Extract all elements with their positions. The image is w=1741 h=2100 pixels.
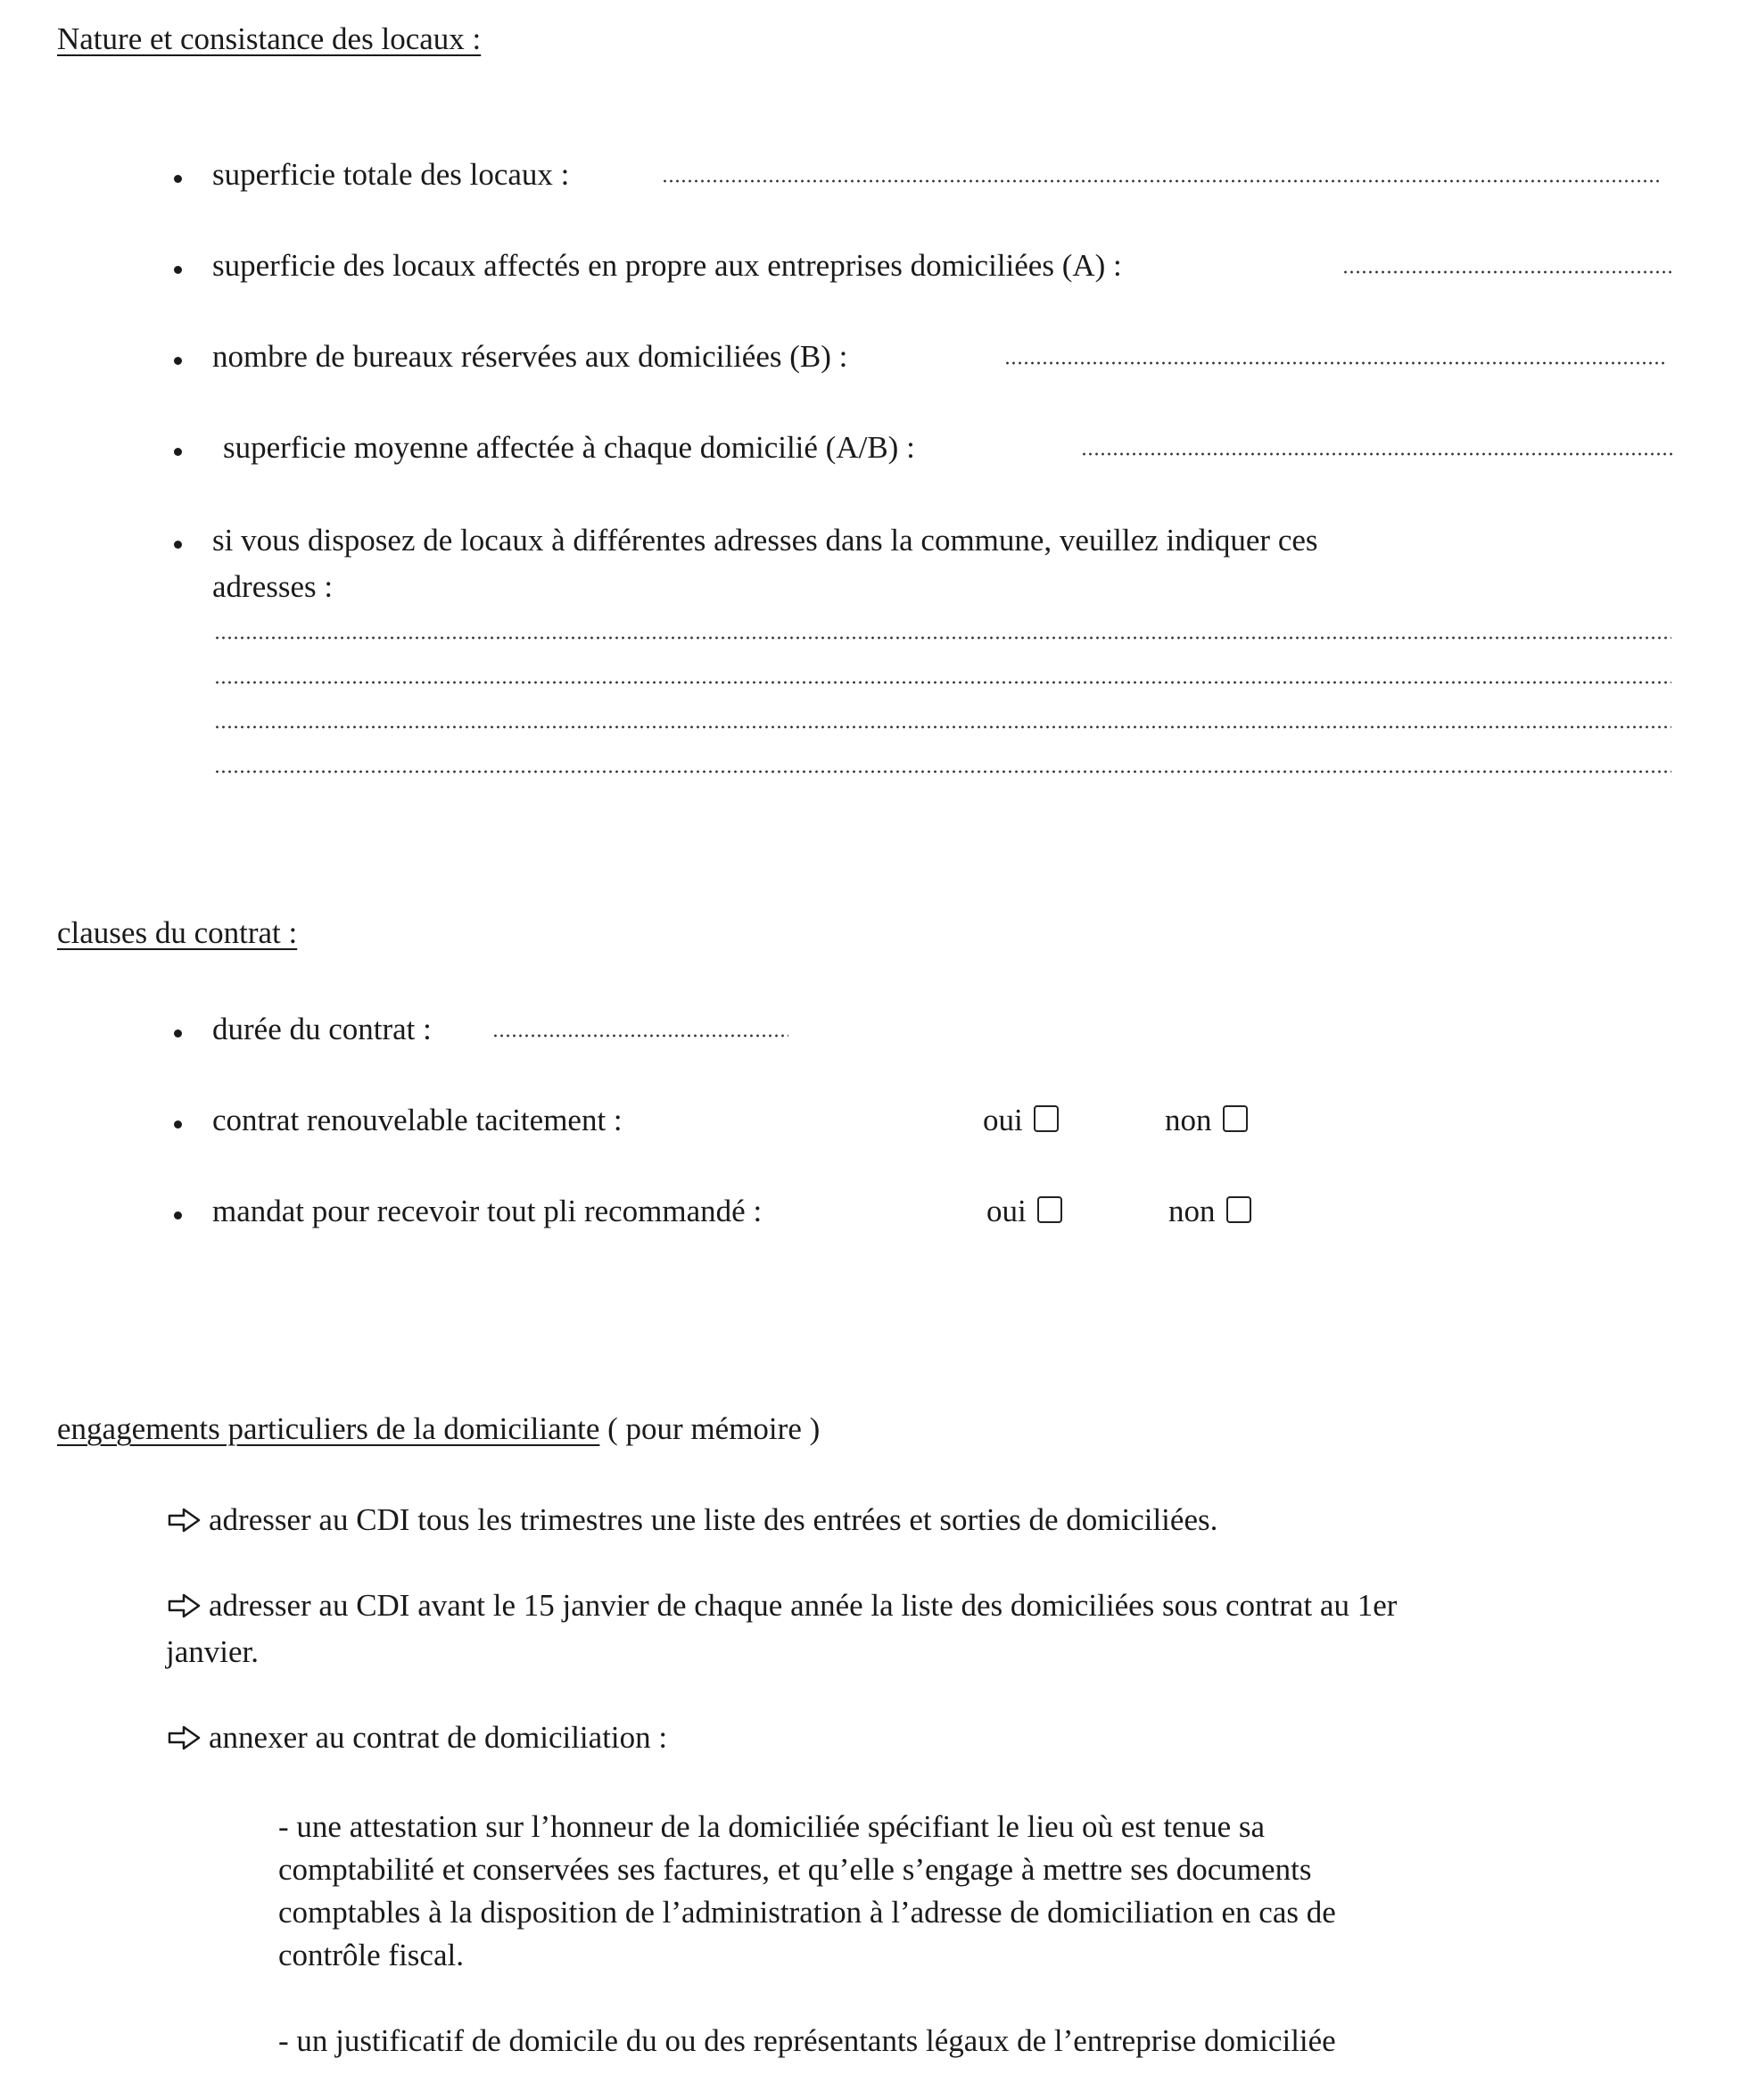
annex-item-1-line4: contrôle fiscal. — [278, 1938, 464, 1972]
field-label: superficie moyenne affectée à chaque domicilié (A/B) : — [223, 430, 915, 465]
arrow-right-icon — [168, 1592, 202, 1619]
bullet — [174, 448, 182, 456]
field-label: durée du contrat : — [212, 1012, 432, 1046]
bullet — [174, 1029, 182, 1038]
field-renouvelable-label: contrat renouvelable tacitement : — [212, 1103, 623, 1137]
address-fill-line-4[interactable] — [214, 769, 1671, 774]
field-nombre-bureaux — [212, 337, 847, 376]
arrow-right-icon — [168, 1724, 202, 1751]
engagement-item-2 — [168, 1586, 1397, 1625]
fill-in-line[interactable] — [1342, 269, 1674, 275]
field-label: superficie des locaux affectés en propre aux entreprises domiciliées (A) : — [212, 248, 1122, 283]
section-title-engagements — [57, 1410, 820, 1449]
bullet — [174, 1211, 182, 1219]
mandat-non-option[interactable] — [1168, 1192, 1251, 1231]
address-fill-line-2[interactable] — [214, 680, 1671, 685]
engagements-title: engagements particuliers de la domiciliante — [57, 1411, 600, 1446]
field-duree-contrat — [212, 1010, 432, 1049]
bullet — [174, 541, 182, 549]
bullet — [174, 175, 182, 183]
arrow-right-icon — [168, 1507, 202, 1534]
fill-in-line[interactable] — [662, 178, 1661, 184]
annex-item-1-line1: - une attestation sur l’honneur de la domiciliée spécifiant le lieu où est tenue sa — [278, 1809, 1266, 1844]
renouvelable-non-checkbox[interactable] — [1223, 1105, 1248, 1132]
mandat-oui-checkbox[interactable] — [1037, 1196, 1062, 1223]
field-superficie-totale — [212, 155, 569, 194]
field-adresses-line2: adresses : — [212, 569, 334, 604]
engagement-item-3 — [168, 1718, 667, 1757]
mandat-oui-option[interactable] — [986, 1192, 1062, 1231]
field-label: superficie totale des locaux : — [212, 157, 570, 192]
annex-item-1-line2: comptabilité et conservées ses factures, et qu’elle s’engage à mettre ses documents — [278, 1852, 1312, 1887]
non-label: non — [1165, 1103, 1212, 1137]
fill-in-line[interactable] — [492, 1033, 788, 1038]
bullet — [174, 357, 182, 365]
engagement-text: adresser au CDI tous les trimestres une liste des entrées et sorties de domiciliées. — [209, 1502, 1218, 1537]
section-title-clauses-contrat: clauses du contrat : — [57, 915, 298, 950]
annex-item-1-line3: comptables à la disposition de l’administration à l’adresse de domiciliation en cas de — [278, 1895, 1336, 1930]
renouvelable-non-option[interactable] — [1165, 1101, 1248, 1140]
engagement-text: annexer au contrat de domiciliation : — [209, 1720, 668, 1755]
engagement-text: adresser au CDI avant le 15 janvier de chaque année la liste des domiciliées sous contrat au 1er — [209, 1588, 1398, 1623]
section-title-nature-locaux: Nature et consistance des locaux : — [57, 21, 482, 56]
engagement-item-2-line2: janvier. — [166, 1634, 259, 1669]
field-superficie-moyenne — [223, 428, 915, 467]
oui-label: oui — [983, 1103, 1023, 1137]
oui-label: oui — [986, 1194, 1027, 1228]
fill-in-line[interactable] — [1081, 451, 1674, 457]
bullet — [174, 266, 182, 274]
field-adresses-line1: si vous disposez de locaux à différentes adresses dans la commune, veuillez indiquer ces — [212, 523, 1318, 558]
engagements-title-suffix: ( pour mémoire ) — [607, 1411, 821, 1446]
non-label: non — [1168, 1194, 1216, 1228]
mandat-non-checkbox[interactable] — [1226, 1196, 1251, 1223]
engagement-item-1 — [168, 1501, 1217, 1540]
renouvelable-oui-checkbox[interactable] — [1034, 1105, 1059, 1132]
address-fill-line-3[interactable] — [214, 724, 1671, 730]
address-fill-line-1[interactable] — [214, 635, 1671, 641]
field-superficie-affectes — [212, 246, 1122, 285]
renouvelable-oui-option[interactable] — [983, 1101, 1059, 1140]
bullet — [174, 1120, 182, 1129]
fill-in-line[interactable] — [1004, 360, 1666, 366]
annex-item-2: - un justificatif de domicile du ou des représentants légaux de l’entreprise domiciliée — [278, 2023, 1336, 2058]
field-mandat-label: mandat pour recevoir tout pli recommandé : — [212, 1194, 763, 1228]
field-label: nombre de bureaux réservées aux domiciliées (B) : — [212, 339, 848, 374]
